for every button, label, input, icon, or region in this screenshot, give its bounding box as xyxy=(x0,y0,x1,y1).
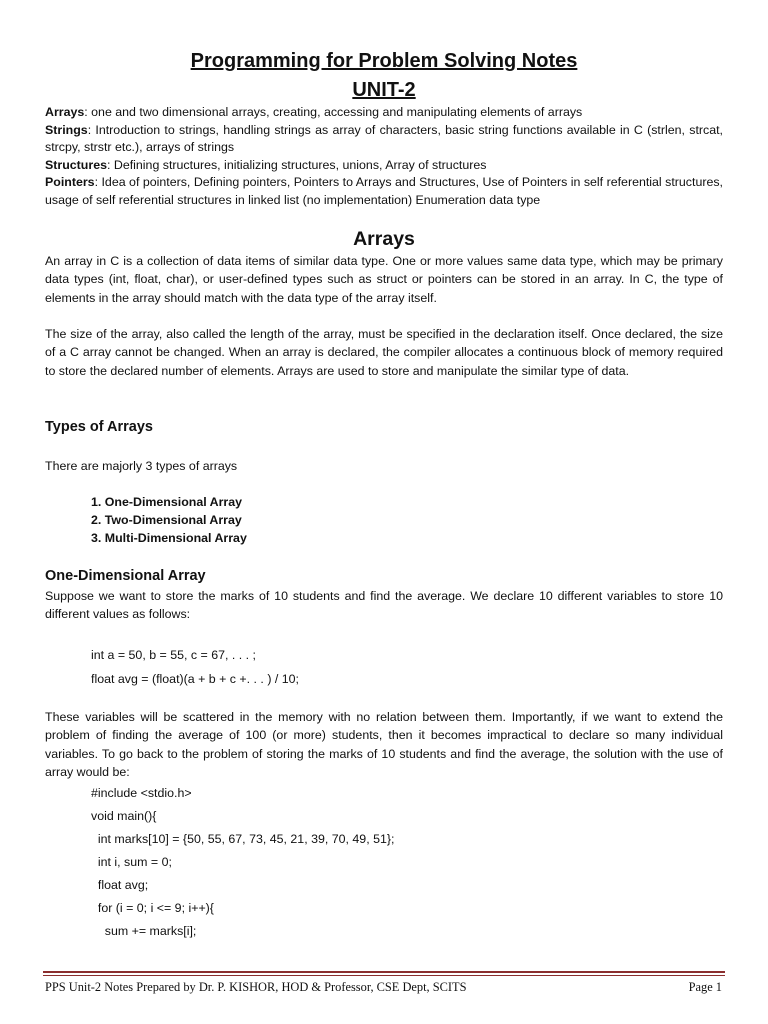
topic-label: Structures xyxy=(45,157,107,172)
code-line: int a = 50, b = 55, c = 67, . . . ; xyxy=(91,648,256,662)
code-line: for (i = 0; i <= 9; i++){ xyxy=(91,901,214,915)
one-d-paragraph-1: Suppose we want to store the marks of 10 students and find the average. We declare 10 different variables to store 10 different values as follows: xyxy=(45,589,723,622)
types-heading: Types of Arrays xyxy=(45,419,153,435)
code-line: float avg; xyxy=(91,878,149,892)
code-line: sum += marks[i]; xyxy=(91,924,197,938)
list-item: 3. Multi-Dimensional Array xyxy=(91,531,247,545)
footer-credit: PPS Unit-2 Notes Prepared by Dr. P. KISHOR, HOD & Professor, CSE Dept, SCITS xyxy=(45,980,467,994)
topic-structures: Structures: Defining structures, initializing structures, unions, Array of structures xyxy=(45,157,487,172)
code-line: void main(){ xyxy=(91,809,157,823)
code-line: int marks[10] = {50, 55, 67, 73, 45, 21, 39, 70, 49, 51}; xyxy=(91,832,395,846)
topic-arrays: Arrays: one and two dimensional arrays, creating, accessing and manipulating elements of arrays xyxy=(45,105,583,119)
topic-text: Idea of pointers, Defining pointers, Pointers to Arrays and Structures, Use of Pointers in self referential structures, usage of self referential structures in linked list (no implementation) Enumeration data type xyxy=(45,175,723,207)
topic-text: one and two dimensional arrays, creating, accessing and manipulating elements of arrays xyxy=(91,105,583,119)
code-line: #include <stdio.h> xyxy=(91,786,192,800)
page-number: Page 1 xyxy=(688,980,722,994)
types-intro: There are majorly 3 types of arrays xyxy=(45,459,238,473)
list-item: 2. Two-Dimensional Array xyxy=(91,513,242,527)
footer-divider xyxy=(43,971,725,973)
arrays-paragraph-2: The size of the array, also called the length of the array, must be specified in the declaration itself. Once declared, the size of a C array cannot be changed. When an array is declared, the compiler allocates a continuous block of memory required to store the declared number of elements. Arrays are used to store and manipulate the similar type of data. xyxy=(45,327,723,378)
document-title: Programming for Problem Solving Notes xyxy=(190,50,578,72)
list-item: 1. One-Dimensional Array xyxy=(91,495,243,509)
code-line: float avg = (float)(a + b + c +. . . ) / 10; xyxy=(91,672,299,686)
code-line: int i, sum = 0; xyxy=(91,855,172,869)
topic-pointers: Pointers: Idea of pointers, Defining pointers, Pointers to Arrays and Structures, Use of Pointers in self referential structures, usage of self referential structures in linked list (no implementation) Enumeration data type xyxy=(45,175,723,207)
arrays-paragraph-1: An array in C is a collection of data items of similar data type. One or more values same data type, which may be primary data types (int, float, char), or user-defined types such as struct or pointers can be stored in an array. In C, the type of elements in the array should match with the data type of the array itself. xyxy=(45,254,723,305)
topic-text: Introduction to strings, handling strings as array of characters, basic string functions available in C (strlen, strcat, strcpy, strstr etc.), arrays of strings xyxy=(45,122,723,154)
arrays-heading: Arrays xyxy=(353,228,415,250)
one-d-heading: One-Dimensional Array xyxy=(45,568,206,584)
topic-text: Defining structures, initializing structures, unions, Array of structures xyxy=(113,157,487,172)
topic-label: Strings xyxy=(45,122,88,137)
one-d-paragraph-2: These variables will be scattered in the memory with no relation between them. Importantly, if we want to extend the problem of finding the average of 100 (or more) students, then it becomes impractical to declare so many individual variables. To go back to the problem of storing the marks of 10 students and find the average, the solution with the use of array would be: xyxy=(45,710,723,779)
syllabus-topics xyxy=(45,104,723,209)
unit-title: UNIT-2 xyxy=(352,79,416,101)
topic-label: Pointers xyxy=(45,175,95,189)
types-list xyxy=(91,493,247,547)
footer-divider xyxy=(43,975,725,976)
topic-label: Arrays xyxy=(45,105,85,119)
topic-strings: Strings: Introduction to strings, handling strings as array of characters, basic string functions available in C (strlen, strcat, strcpy, strstr etc.), arrays of strings xyxy=(45,122,723,154)
